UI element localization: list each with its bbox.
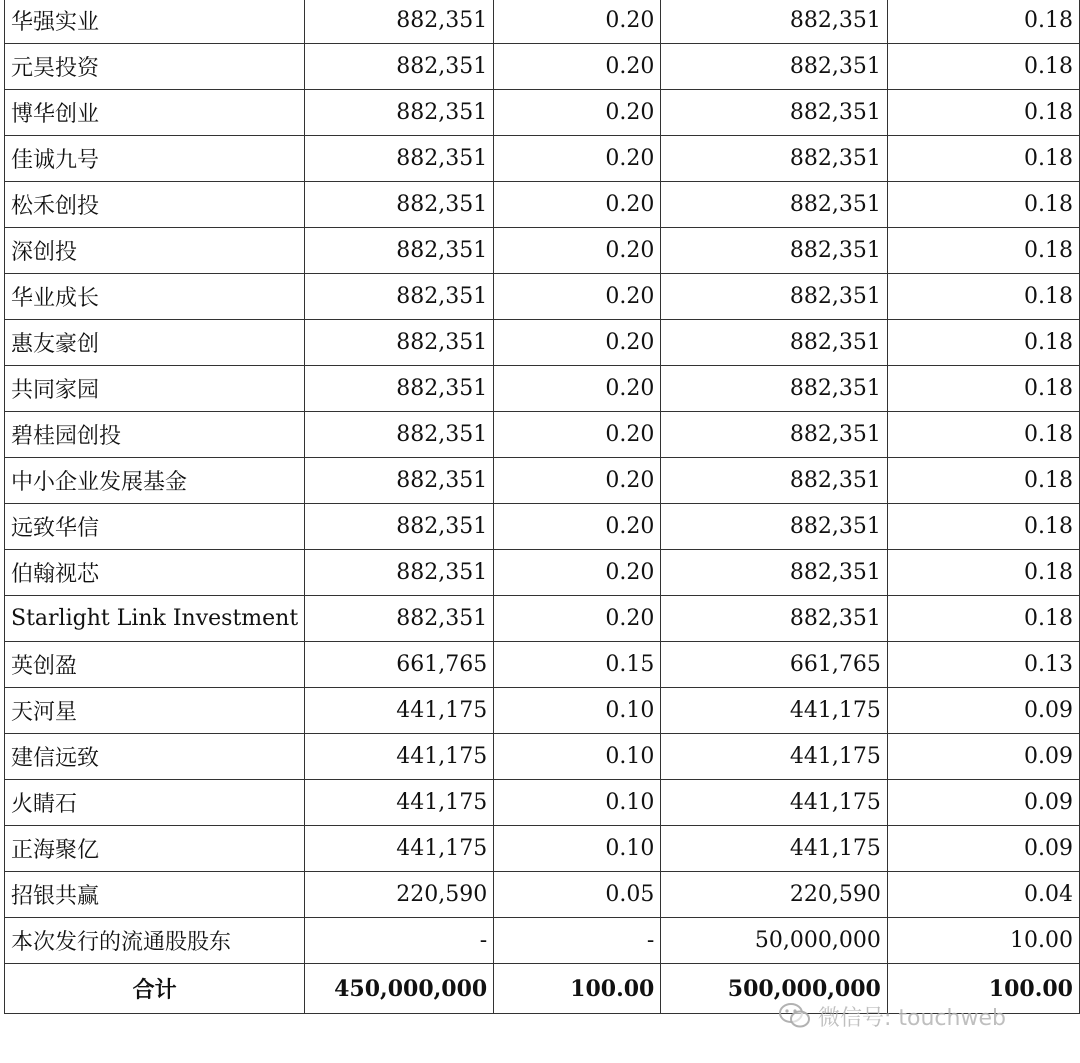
cell-shares-before: 441,175 (305, 826, 494, 872)
cell-name: 招银共赢 (5, 872, 305, 918)
cell-name: 本次发行的流通股股东 (5, 918, 305, 964)
cell-pct-after: 0.18 (887, 458, 1079, 504)
cell-shares-after: 882,351 (661, 274, 888, 320)
cell-shares-before: 882,351 (305, 44, 494, 90)
cell-shares-after: 882,351 (661, 412, 888, 458)
cell-pct-before: 0.05 (494, 872, 661, 918)
cell-pct-after: 0.18 (887, 366, 1079, 412)
cell-shares-before: 882,351 (305, 228, 494, 274)
cell-shares-after: 882,351 (661, 550, 888, 596)
cell-shares-after: 882,351 (661, 182, 888, 228)
table-row (5, 780, 1080, 826)
table-row (5, 458, 1080, 504)
cell-pct-after: 0.18 (887, 90, 1079, 136)
cell-shares-before: 882,351 (305, 136, 494, 182)
cell-name: 共同家园 (5, 366, 305, 412)
cell-pct-after: 0.09 (887, 734, 1079, 780)
cell-pct-before: - (494, 918, 661, 964)
cell-pct-after: 0.04 (887, 872, 1079, 918)
shareholder-table-container (4, 0, 1080, 1014)
cell-shares-after: 882,351 (661, 90, 888, 136)
cell-shares-after: 441,175 (661, 734, 888, 780)
cell-shares-before: 882,351 (305, 320, 494, 366)
cell-pct-after: 0.18 (887, 550, 1079, 596)
cell-pct-before: 0.15 (494, 642, 661, 688)
cell-shares-before: - (305, 918, 494, 964)
total-cell-shares-before: 450,000,000 (305, 964, 494, 1014)
cell-pct-before: 0.20 (494, 320, 661, 366)
watermark-text: 微信号: touchweb (818, 1005, 1006, 1031)
cell-pct-after: 0.09 (887, 780, 1079, 826)
total-cell-pct-after: 100.00 (887, 964, 1079, 1014)
table-row (5, 320, 1080, 366)
table-row (5, 872, 1080, 918)
cell-shares-after: 882,351 (661, 504, 888, 550)
cell-shares-before: 441,175 (305, 688, 494, 734)
cell-pct-before: 0.10 (494, 688, 661, 734)
cell-name: 松禾创投 (5, 182, 305, 228)
cell-name: 天河星 (5, 688, 305, 734)
cell-pct-after: 0.09 (887, 688, 1079, 734)
cell-name: 华业成长 (5, 274, 305, 320)
cell-shares-before: 441,175 (305, 780, 494, 826)
cell-name: 英创盈 (5, 642, 305, 688)
table-row (5, 136, 1080, 182)
table-row (5, 90, 1080, 136)
cell-pct-after: 0.18 (887, 274, 1079, 320)
table-row (5, 182, 1080, 228)
table-row (5, 688, 1080, 734)
cell-pct-after: 0.18 (887, 228, 1079, 274)
cell-pct-before: 0.20 (494, 504, 661, 550)
cell-shares-before: 882,351 (305, 412, 494, 458)
cell-shares-after: 882,351 (661, 44, 888, 90)
cell-pct-after: 0.18 (887, 0, 1079, 44)
cell-shares-before: 882,351 (305, 182, 494, 228)
cell-shares-after: 220,590 (661, 872, 888, 918)
cell-name: 博华创业 (5, 90, 305, 136)
cell-pct-after: 0.18 (887, 596, 1079, 642)
total-cell-pct-before: 100.00 (494, 964, 661, 1014)
cell-shares-before: 441,175 (305, 734, 494, 780)
table-row (5, 366, 1080, 412)
table-row (5, 44, 1080, 90)
cell-name: 伯翰视芯 (5, 550, 305, 596)
cell-pct-before: 0.20 (494, 458, 661, 504)
table-row (5, 826, 1080, 872)
cell-pct-after: 0.18 (887, 412, 1079, 458)
cell-name: 远致华信 (5, 504, 305, 550)
cell-shares-after: 661,765 (661, 642, 888, 688)
cell-name: 华强实业 (5, 0, 305, 44)
cell-name: 火睛石 (5, 780, 305, 826)
cell-name: Starlight Link Investment (5, 596, 305, 642)
cell-pct-before: 0.20 (494, 90, 661, 136)
cell-pct-before: 0.20 (494, 136, 661, 182)
total-cell-shares-after: 500,000,000 (661, 964, 888, 1014)
table-row (5, 0, 1080, 44)
table-row (5, 734, 1080, 780)
cell-shares-before: 882,351 (305, 90, 494, 136)
cell-shares-before: 882,351 (305, 274, 494, 320)
cell-pct-before: 0.10 (494, 826, 661, 872)
cell-shares-after: 882,351 (661, 228, 888, 274)
cell-pct-before: 0.10 (494, 780, 661, 826)
cell-name: 元昊投资 (5, 44, 305, 90)
cell-shares-after: 50,000,000 (661, 918, 888, 964)
cell-pct-before: 0.20 (494, 412, 661, 458)
cell-pct-before: 0.20 (494, 0, 661, 44)
cell-shares-after: 441,175 (661, 688, 888, 734)
cell-pct-after: 0.18 (887, 504, 1079, 550)
cell-name: 中小企业发展基金 (5, 458, 305, 504)
table-row (5, 228, 1080, 274)
cell-pct-after: 10.00 (887, 918, 1079, 964)
cell-shares-after: 882,351 (661, 366, 888, 412)
cell-shares-after: 882,351 (661, 136, 888, 182)
cell-pct-before: 0.20 (494, 550, 661, 596)
cell-pct-after: 0.13 (887, 642, 1079, 688)
cell-shares-before: 882,351 (305, 458, 494, 504)
table-row (5, 274, 1080, 320)
cell-shares-after: 882,351 (661, 458, 888, 504)
cell-pct-after: 0.09 (887, 826, 1079, 872)
cell-pct-before: 0.20 (494, 596, 661, 642)
cell-pct-after: 0.18 (887, 320, 1079, 366)
cell-pct-before: 0.20 (494, 44, 661, 90)
cell-shares-after: 882,351 (661, 0, 888, 44)
cell-pct-after: 0.18 (887, 136, 1079, 182)
shareholder-table (4, 0, 1080, 1014)
table-row (5, 412, 1080, 458)
cell-pct-after: 0.18 (887, 182, 1079, 228)
cell-name: 佳诚九号 (5, 136, 305, 182)
cell-shares-before: 882,351 (305, 550, 494, 596)
cell-name: 建信远致 (5, 734, 305, 780)
cell-pct-before: 0.20 (494, 274, 661, 320)
total-row (5, 964, 1080, 1014)
cell-pct-before: 0.20 (494, 182, 661, 228)
cell-shares-before: 882,351 (305, 596, 494, 642)
table-row (5, 504, 1080, 550)
table-row (5, 550, 1080, 596)
cell-shares-before: 882,351 (305, 366, 494, 412)
cell-pct-before: 0.20 (494, 228, 661, 274)
cell-shares-before: 661,765 (305, 642, 494, 688)
table-row (5, 642, 1080, 688)
cell-pct-after: 0.18 (887, 44, 1079, 90)
cell-shares-before: 220,590 (305, 872, 494, 918)
cell-shares-after: 882,351 (661, 320, 888, 366)
cell-name: 碧桂园创投 (5, 412, 305, 458)
cell-pct-before: 0.20 (494, 366, 661, 412)
cell-shares-before: 882,351 (305, 504, 494, 550)
cell-shares-after: 882,351 (661, 596, 888, 642)
cell-name: 惠友豪创 (5, 320, 305, 366)
table-row (5, 596, 1080, 642)
table-body (5, 0, 1080, 1014)
cell-name: 正海聚亿 (5, 826, 305, 872)
cell-pct-before: 0.10 (494, 734, 661, 780)
cell-shares-before: 882,351 (305, 0, 494, 44)
cell-shares-after: 441,175 (661, 780, 888, 826)
table-row (5, 918, 1080, 964)
total-cell-name: 合计 (5, 964, 305, 1014)
cell-shares-after: 441,175 (661, 826, 888, 872)
cell-name: 深创投 (5, 228, 305, 274)
